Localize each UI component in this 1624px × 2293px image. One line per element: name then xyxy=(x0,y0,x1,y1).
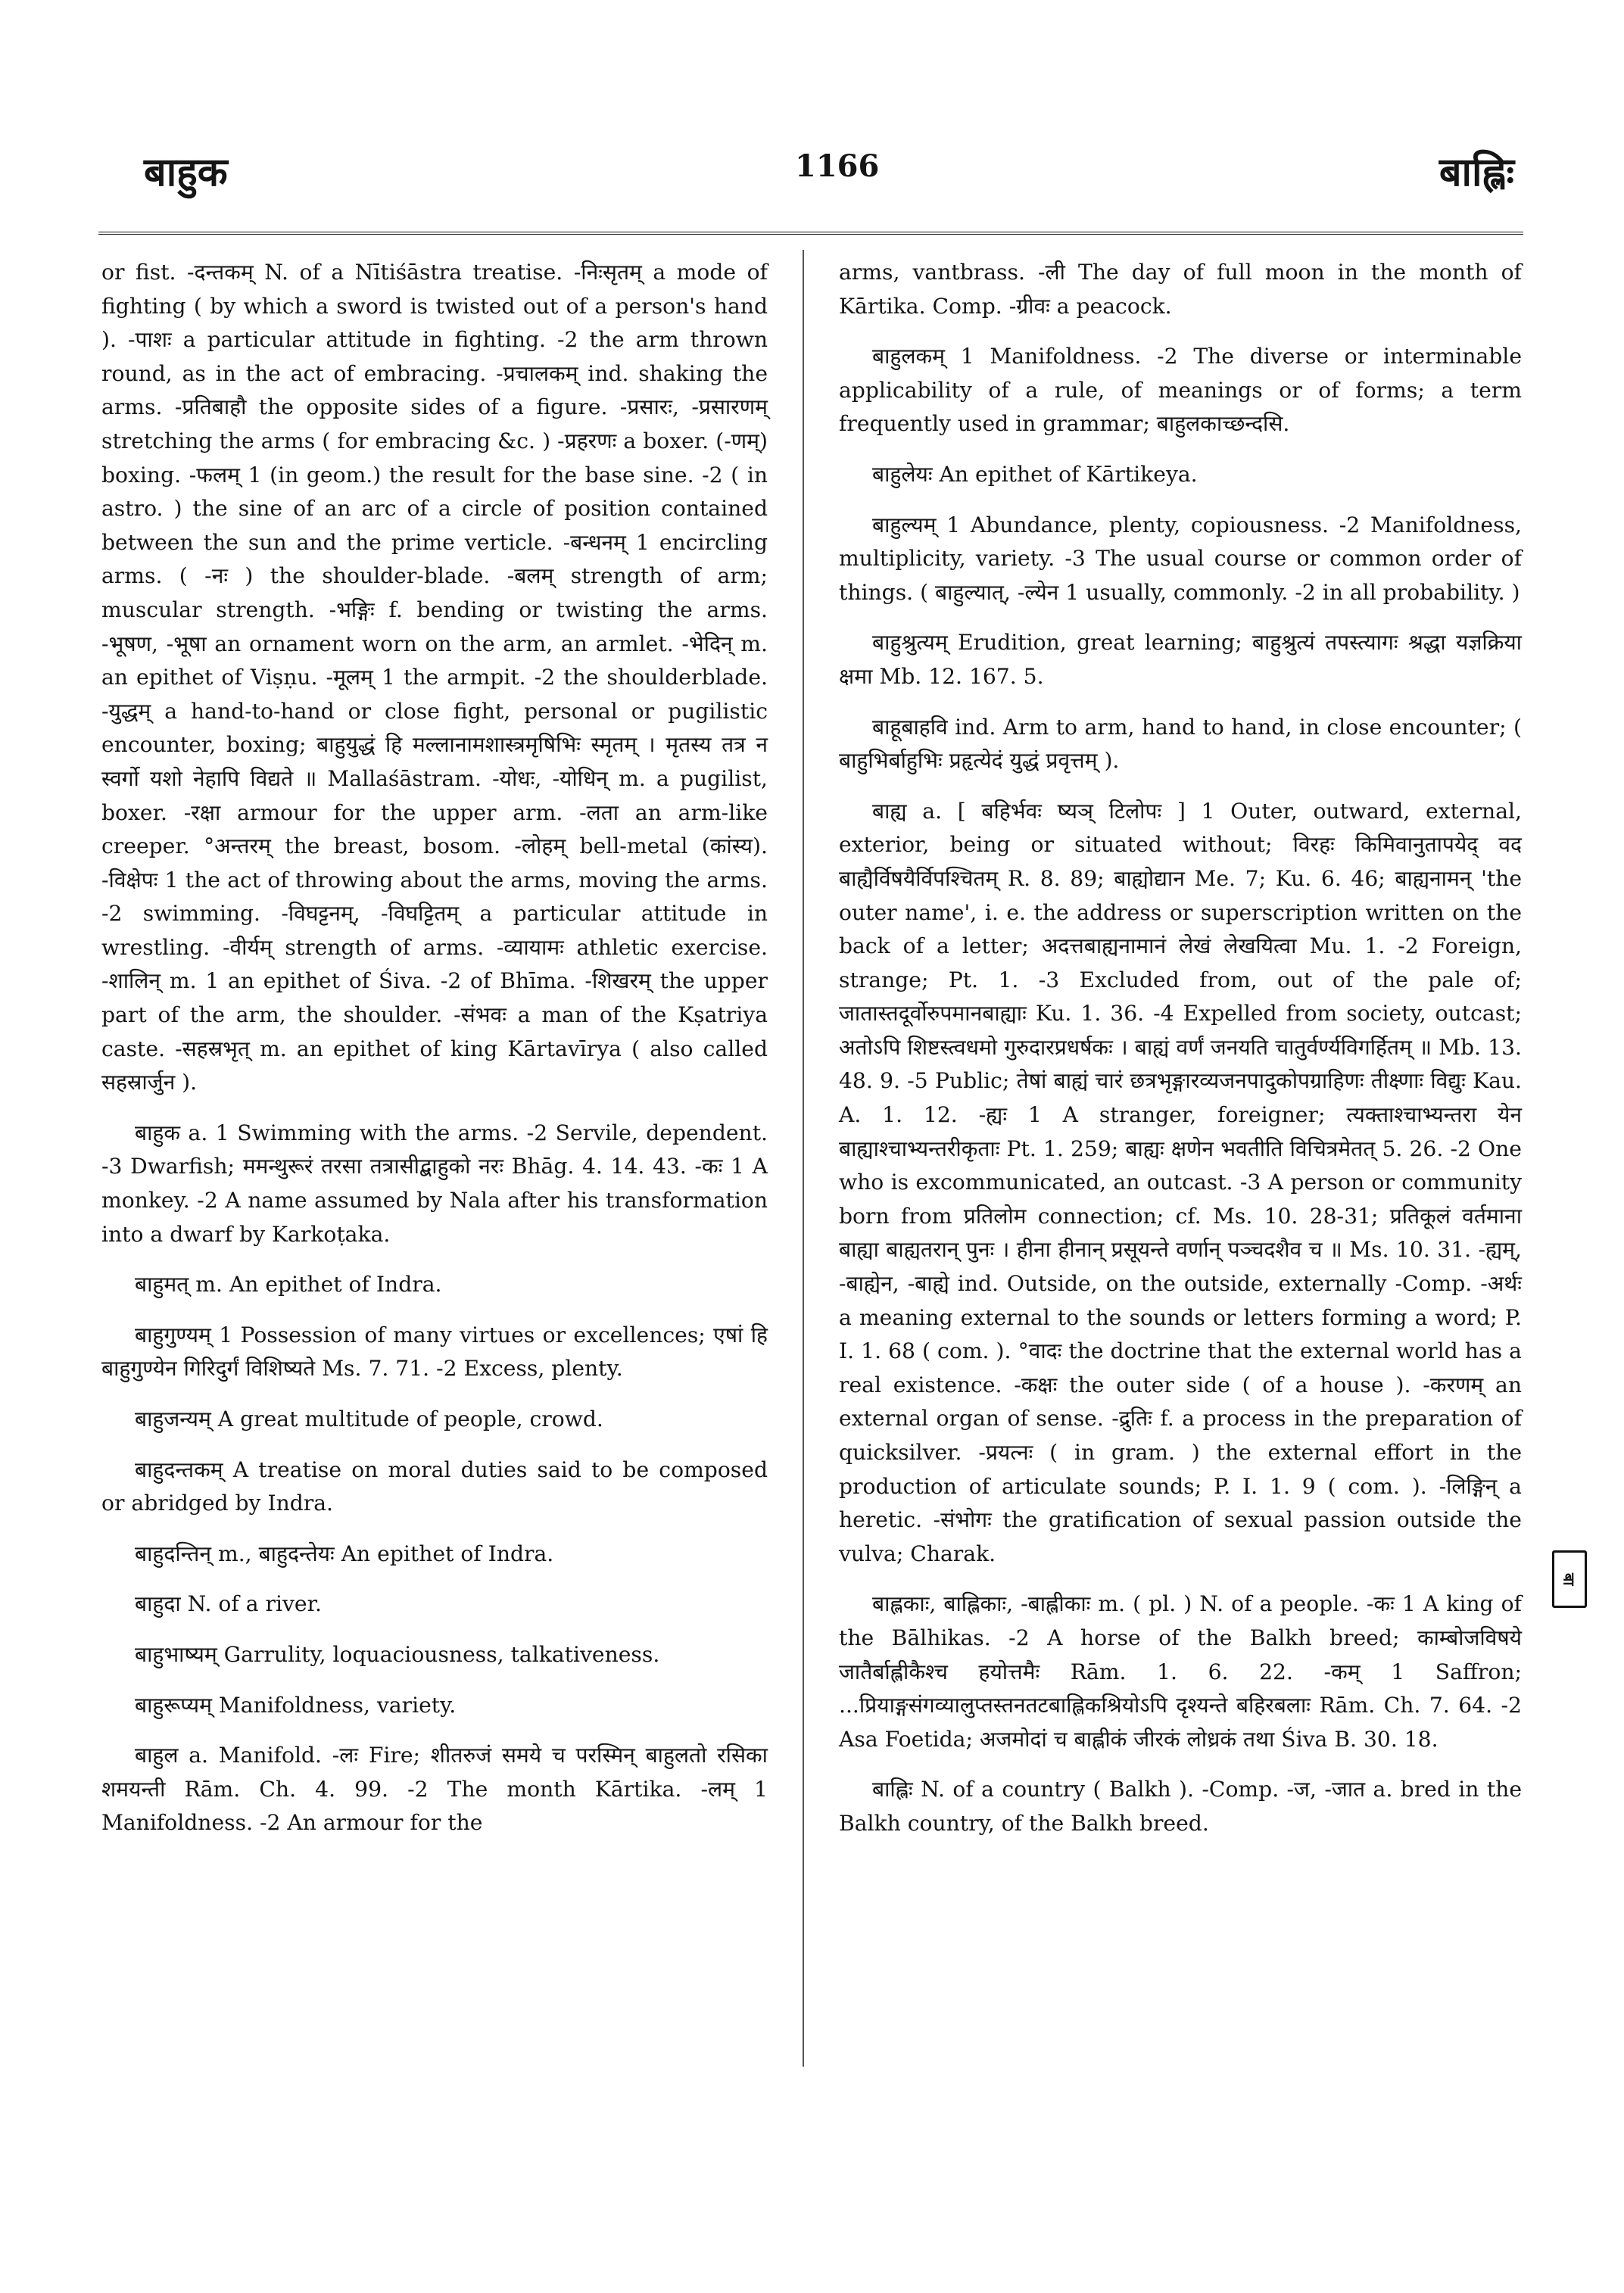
dictionary-entry: बाहूबाहवि ind. Arm to arm, hand to hand, in close encounter; ( बाहुभिर्बाहुभिः प्रहृत्येदं युद्धं प्रवृत्तम् ). xyxy=(839,714,1522,774)
dictionary-entry: बाह्लकाः, बाह्लिकाः, -बाह्लीकाः m. ( pl. ) N. of a people. -कः 1 A king of the Bālhikas. -2 A horse of the Balkh breed; काम्बोजविषये जातैर्बाह्लीकैश्च हयोत्तमैः Rām. 1. 6. 22. -कम् 1 Saffron; ...प्रियाङ्गसंगव्यालुप्तस्तनतटबाह्लिकश्रियोऽपि दृश्यन्ते बहिरबलाः Rām. Ch. 7. 64. -2 Asa Foetida; अजमोदां च बाह्लीकं जीरकं लोध्रकं तथा Śiva B. 30. 18. xyxy=(839,1591,1522,1752)
dictionary-entry: बाहुश्रुत्यम् Erudition, great learning; बाहुश्रुत्यं तपस्त्यागः श्रद्धा यज्ञक्रिया क्षमा Mb. 12. 167. 5. xyxy=(839,630,1522,689)
dictionary-entry: बाहुलेयः An epithet of Kārtikeya. xyxy=(872,461,1198,487)
dictionary-entry: बाह्य a. [ बहिर्भवः ष्यञ् टिलोपः ] 1 Outer, outward, external, exterior, being or situated without; विरहः किमिवानुतापयेद् वद बाह्यैर्विषयैर्विपश्चितम् R. 8. 89; बाह्योद्यान Me. 7; Ku. 6. 46; बाह्यनामन् 'the outer name', i. e. the address or superscription written on the back of a letter; अदत्तबाह्यनामानं लेखं लेखयित्वा Mu. 1. -2 Foreign, strange; Pt. 1. -3 Excluded from, out of the pale of; जातास्तदूर्वोरुपमानबाह्याः Ku. 1. 36. -4 Expelled from society, outcast; अतोऽपि शिष्टस्त्वधमो गुरुदारप्रधर्षकः । बाह्यं वर्णं जनयति चातुर्वर्ण्यविगर्हितम् ॥ Mb. 13. 48. 9. -5 Public; तेषां बाह्यं चारं छत्रभृङ्गारव्यजनपादुकोपग्राहिणः तीक्ष्णाः विद्युः Kau. A. 1. 12. -ह्यः 1 A stranger, foreigner; त्यक्ताश्चाभ्यन्तरा येन बाह्याश्चाभ्यन्तरीकृताः Pt. 1. 259; बाह्यः क्षणेन भवतीति विचित्रमेतत् 5. 26. -2 One who is excommunicated, an outcast. -3 A person or community born from प्रतिलोम connection; cf. Ms. 10. 28-31; प्रतिकूलं वर्तमाना बाह्या बाह्यतरान् पुनः । हीना हीनान् प्रसूयन्ते वर्णान् पञ्चदशैव च ॥ Ms. 10. 31. -ह्यम्, -बाह्येन, -बाह्ये ind. Outside, on the outside, externally -Comp. -अर्थः a meaning external to the sounds or letters forming a word; P. I. 1. 68 ( com. ). °वादः the doctrine that the external world has a real existence. -कक्षः the outer side ( of a house ). -करणम् an external organ of sense. -द्रुतिः f. a process in the preparation of quicksilver. -प्रयत्नः ( in gram. ) the external effort in the production of articulate sounds; P. I. 1. 9 ( com. ). -लिङ्गिन् a heretic. -संभोगः the gratification of sexual passion outside the vulva; Charak. xyxy=(839,798,1522,1566)
dictionary-entry: बाहुदन्तिन् m., बाहुदन्तेयः An epithet of Indra. xyxy=(135,1541,554,1566)
dictionary-entry: बाहुदा N. of a river. xyxy=(135,1591,322,1617)
dictionary-entry: बाहुगुण्यम् 1 Possession of many virtues or excellences; एषां हि बाहुगुण्येन गिरिदुर्गं विशिष्यते Ms. 7. 71. -2 Excess, plenty. xyxy=(101,1322,768,1382)
dictionary-entry: arms, vantbrass. -ली The day of full moon in the month of Kārtika. Comp. -ग्रीवः a peacock. xyxy=(839,260,1522,319)
left-column xyxy=(101,256,768,1857)
header-rule xyxy=(98,232,1523,235)
column-divider xyxy=(803,250,804,2067)
page-header xyxy=(106,144,1529,212)
right-running-headword: बाह्लिः xyxy=(1439,149,1514,195)
right-column xyxy=(839,256,1522,1858)
thumb-index-tab xyxy=(1552,1550,1587,1608)
dictionary-entry: बाहुजन्यम् A great multitude of people, crowd. xyxy=(135,1407,603,1432)
dictionary-entry: बाहुलकम् 1 Manifoldness. -2 The diverse or interminable applicability of a rule, of meanings or of forms; a term frequently used in grammar; बाहुलकाच्छन्दसि. xyxy=(839,344,1522,437)
dictionary-entry: बाहुमत् m. An epithet of Indra. xyxy=(135,1272,442,1298)
dictionary-entry: बाहुभाष्यम् Garrulity, loquaciousness, talkativeness. xyxy=(135,1641,660,1667)
left-running-headword: बाहुक xyxy=(144,149,228,195)
dictionary-entry: बाहुल्यम् 1 Abundance, plenty, copiousness. -2 Manifoldness, multiplicity, variety. -3 The usual course or common order of things. ( बाहुल्यात्, -ल्येन 1 usually, commonly. -2 in all probability. ) xyxy=(839,512,1522,605)
page-number: 1166 xyxy=(795,148,880,184)
dictionary-entry: or fist. -दन्तकम् N. of a Nītiśāstra treatise. -निःसृतम् a mode of fighting ( by which a sword is twisted out of a person's hand ). -पाशः a particular attitude in fighting. -2 the arm thrown round, as in the act of embracing. -प्रचालकम् ind. shaking the arms. -प्रतिबाहौ the opposite sides of a figure. -प्रसारः, -प्रसारणम् stretching the arms ( for embracing &c. ) -प्रहरणः a boxer. (-णम्) boxing. -फलम् 1 (in geom.) the result for the base sine. -2 ( in astro. ) the sine of an arc of a circle of position contained between the sun and the prime verticle. -बन्धनम् 1 encircling arms. ( -नः ) the shoulder-blade. -बलम् strength of arm; muscular strength. -भङ्गिः f. bending or twisting the arms. -भूषण, -भूषा an ornament worn on the arm, an armlet. -भेदिन् m. an epithet of Viṣṇu. -मूलम् 1 the armpit. -2 the shoulderblade. -युद्धम् a hand-to-hand or close fight, personal or pugilistic encounter, boxing; बाहुयुद्धं हि मल्लानामशास्त्रमृषिभिः स्मृतम् । मृतस्य तत्र न स्वर्गो यशो नेहापि विद्यते ॥ Mallaśāstram. -योधः, -योधिन् m. a pugilist, boxer. -रक्षा armour for the upper arm. -लता an arm-like creeper. °अन्तरम् the breast, bosom. -लोहम् bell-metal (कांस्य). -विक्षेपः 1 the act of throwing about the arms, moving the arms. -2 swimming. -विघट्टनम्, -विघट्टितम् a particular attitude in wrestling. -वीर्यम् strength of arms. -व्यायामः athletic exercise. -शालिन् m. 1 an epithet of Śiva. -2 of Bhīma. -शिखरम् the upper part of the arm, the shoulder. -संभवः a man of the Kṣatriya caste. -सहस्रभृत् m. an epithet of king Kārtavīrya ( also called सहस्रार्जुन ). xyxy=(101,260,768,1095)
dictionary-entry: बाहुदन्तकम् A treatise on moral duties said to be composed or abridged by Indra. xyxy=(101,1456,768,1516)
dictionary-entry: बाहुरूप्यम् Manifoldness, variety. xyxy=(135,1692,457,1718)
dictionary-entry: बाह्लिः N. of a country ( Balkh ). -Comp. -ज, -जात a. bred in the Balkh country, of the Balkh breed. xyxy=(839,1777,1522,1836)
thumb-index-label: बा xyxy=(1560,1572,1579,1586)
dictionary-entry: बाहुक a. 1 Swimming with the arms. -2 Servile, dependent. -3 Dwarfish; ममन्थुरूरं तरसा तत्रासीद्बाहुको नरः Bhāg. 4. 14. 43. -कः 1 A monkey. -2 A name assumed by Nala after his transformation into a dwarf by Karkoṭaka. xyxy=(101,1120,768,1247)
dictionary-entry: बाहुल a. Manifold. -लः Fire; शीतरुजं समये च परस्मिन् बाहुलतो रसिका शमयन्ती Rām. Ch. 4. 99. -2 The month Kārtika. -लम् 1 Manifoldness. -2 An armour for the xyxy=(101,1743,768,1836)
